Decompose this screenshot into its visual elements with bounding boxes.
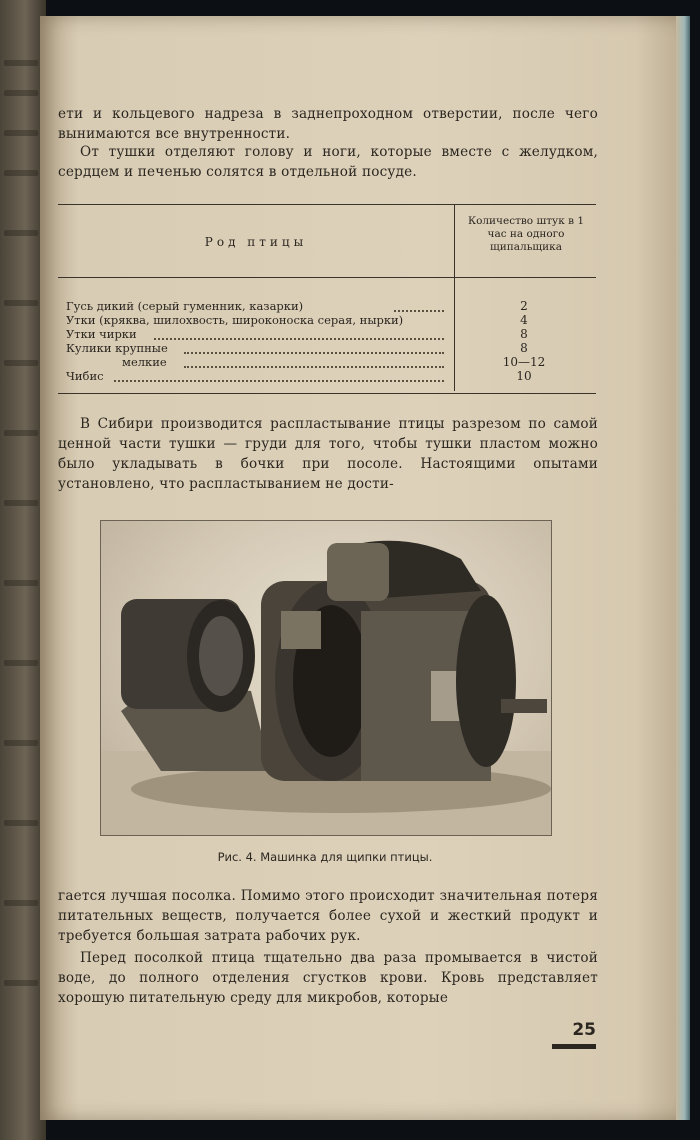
table-header-divider	[58, 277, 596, 278]
table-cell-count: 8	[520, 327, 528, 341]
paragraph-3: В Сибири производится распластывание птицы разрезом по самой ценной части тушки — груди для того, чтобы тушки пластом можно было укладывать в бочки при посоле. Настоящими опытами установлено, что распластыванием не дости-	[58, 416, 598, 492]
paragraph-4: гается лучшая посолка. Помимо этого происходит значительная потеря питательных веществ, получается более сухой и жесткий продукт и требуется большая затрата рабочих рук.	[58, 888, 598, 944]
table-row	[58, 355, 596, 369]
table-cell-species: Утки (кряква, шилохвость, широконоска серая, нырки)	[66, 313, 404, 327]
page-number: 25	[572, 1020, 596, 1040]
paragraph-5: Перед посолкой птица тщательно два раза промывается в чистой воде, до полного отделения сгустков крови. Кровь представляет хорошую питательную среду для микробов, которые	[58, 950, 598, 1006]
page-number-rule	[552, 1044, 596, 1049]
table-cell-count: 10—12	[502, 355, 546, 369]
figure-caption: Рис. 4. Машинка для щипки птицы.	[217, 850, 433, 864]
table-row	[58, 341, 596, 355]
table-row	[58, 369, 596, 383]
table-cell-species: Кулики крупные	[66, 341, 168, 355]
table-row	[58, 327, 596, 341]
page-edge	[676, 16, 690, 1120]
table-cell-species: Утки чирки	[66, 327, 137, 341]
table-cell-count: 10	[516, 369, 532, 383]
plucking-rate-table	[58, 204, 596, 394]
table-cell-species: Гусь дикий (серый гуменник, казарки)	[66, 299, 304, 313]
table-cell-species: Чибис	[66, 369, 104, 383]
table-header-count: Количество штук в 1 час на одного щипальщика	[467, 215, 585, 253]
table-cell-count: 8	[520, 341, 528, 355]
paragraph-2: От тушки отделяют голову и ноги, которые вместе с желудком, сердцем и печенью солятся в отдельной посуде.	[58, 144, 598, 180]
table-row	[58, 313, 596, 327]
table-cell-species: мелкие	[122, 355, 167, 369]
figure-photo	[100, 520, 552, 836]
plucking-machine-image	[101, 521, 551, 835]
table-cell-count: 2	[520, 299, 528, 313]
table-header-species: Род птицы	[204, 235, 308, 249]
paragraph-1: ети и кольцевого надреза в заднепроходном отверстии, после чего вынимаются все внутренности.	[58, 106, 598, 142]
table-row	[58, 299, 596, 313]
table-cell-count: 4	[520, 313, 528, 327]
